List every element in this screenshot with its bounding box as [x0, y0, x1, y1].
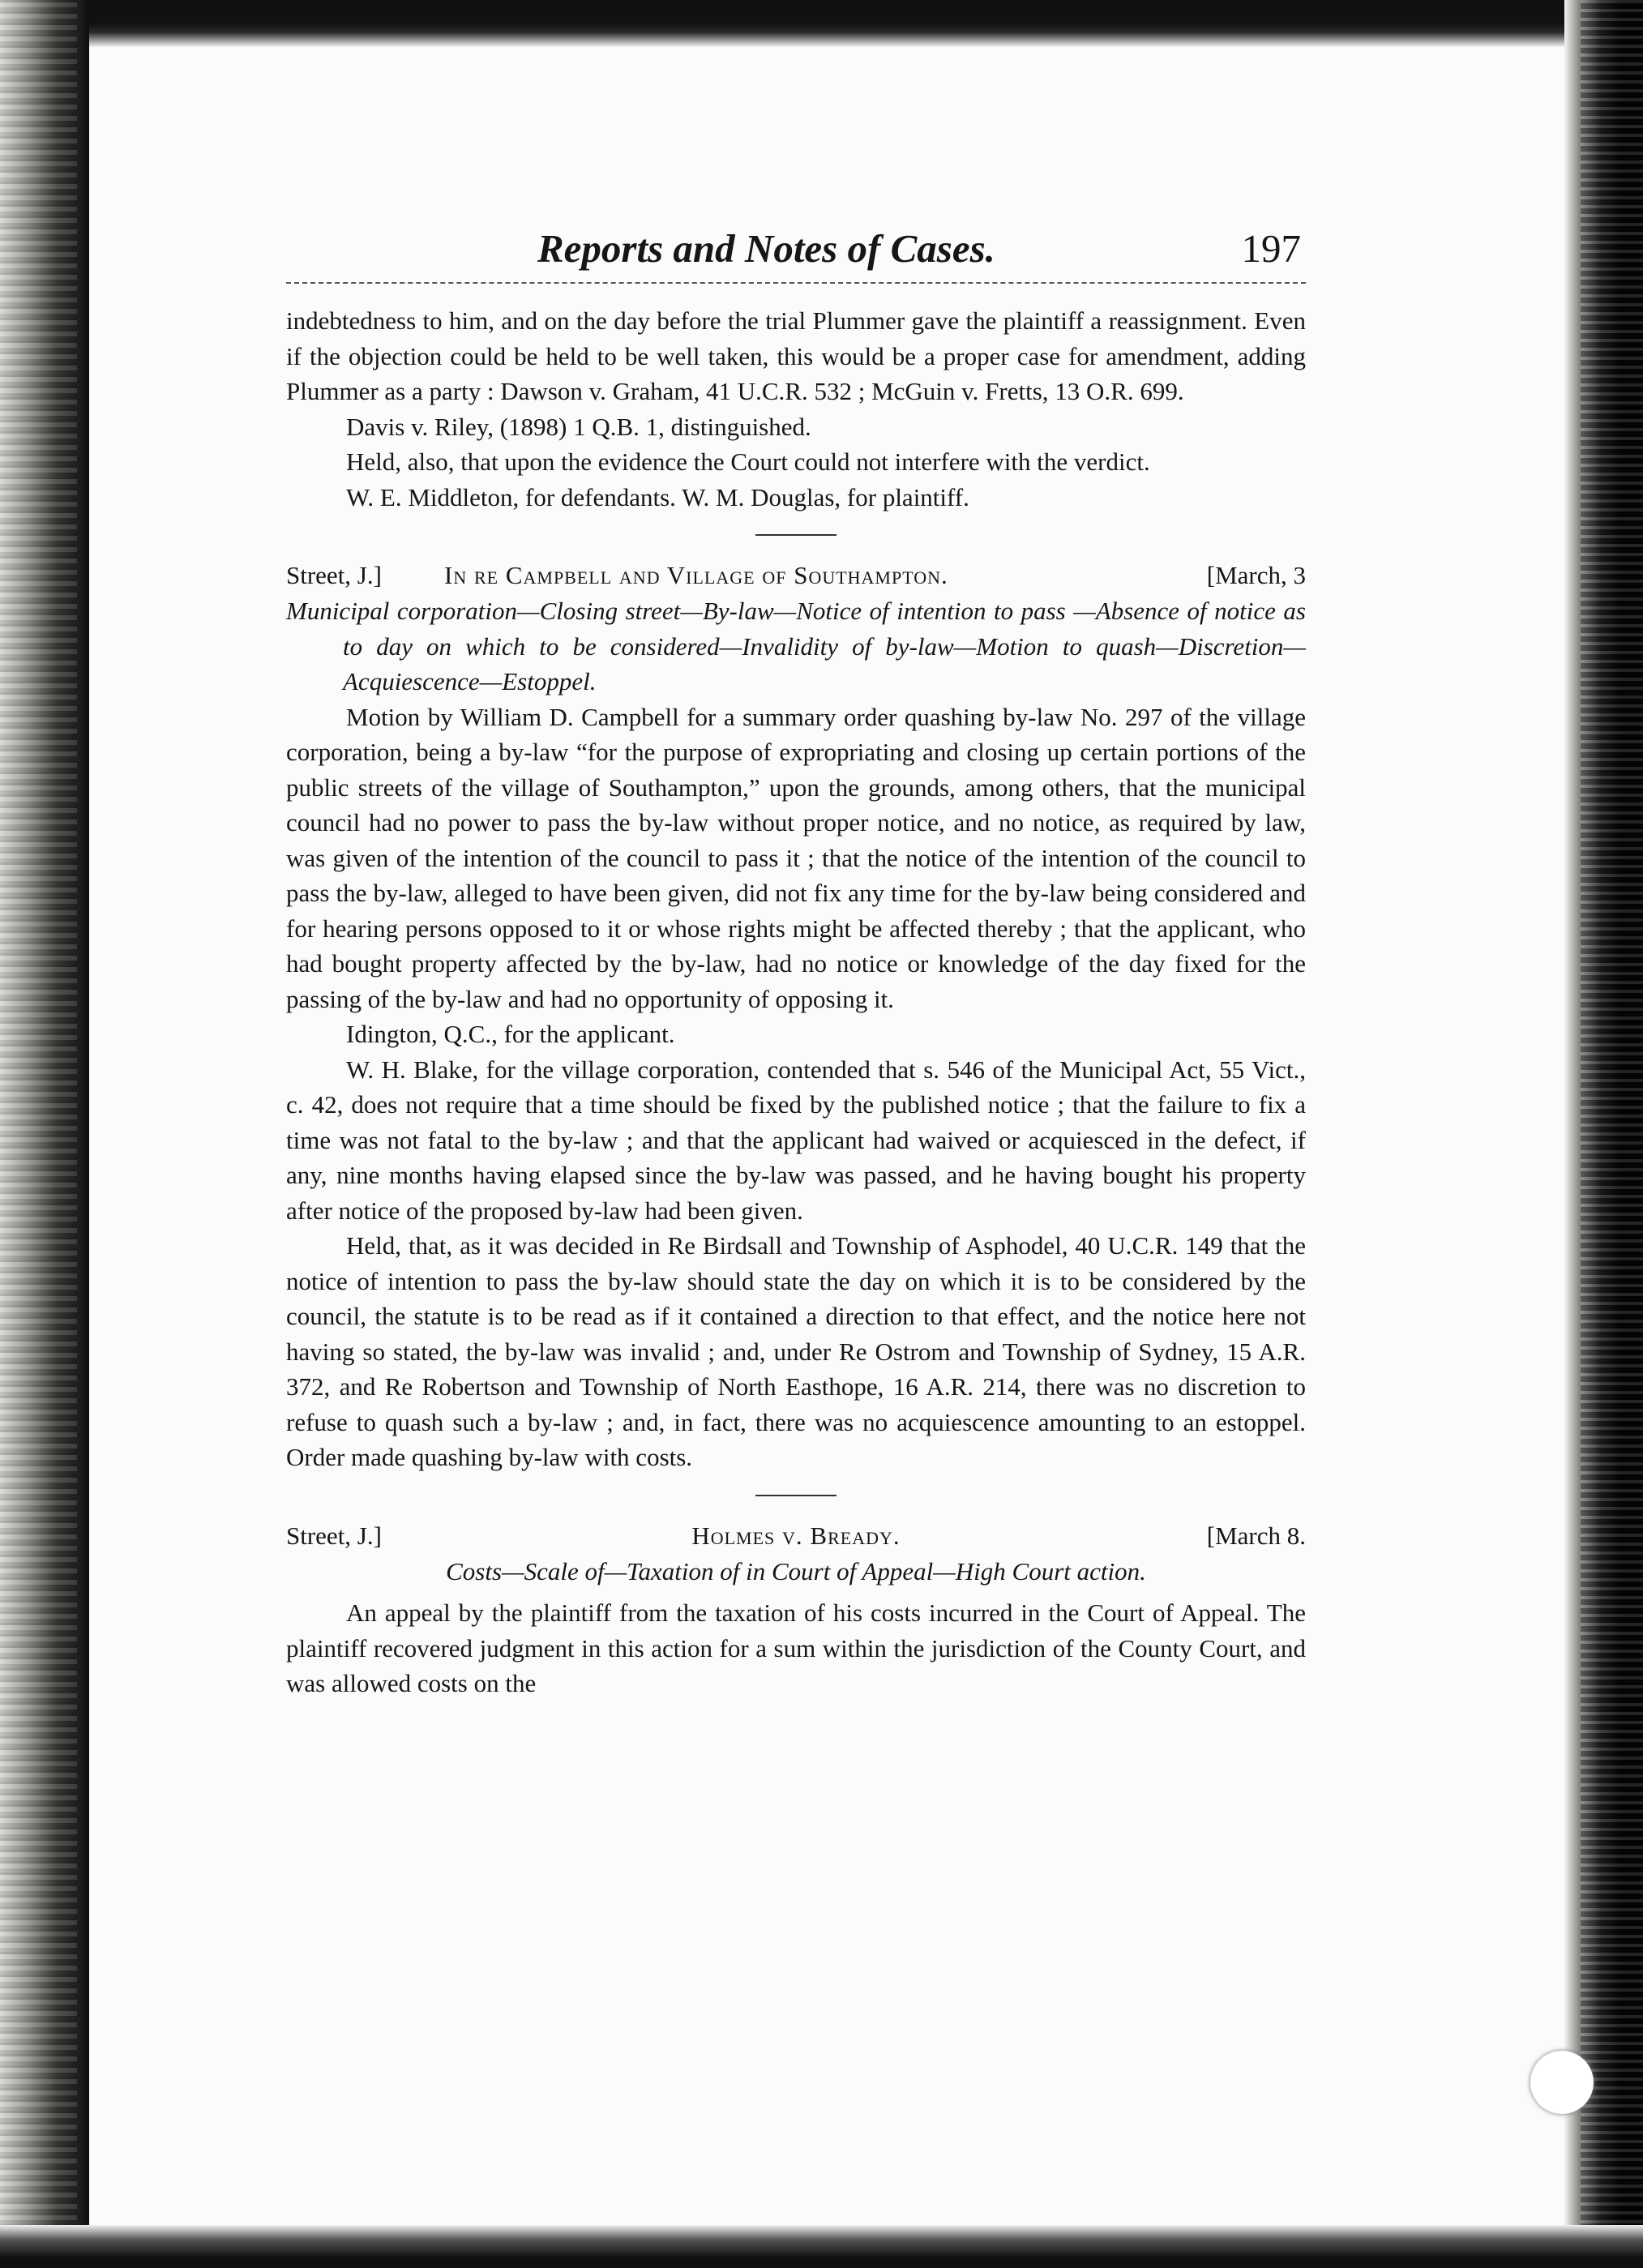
case2-paragraph-2: Idington, Q.C., for the applicant. [346, 1020, 675, 1048]
page-content [286, 219, 1306, 1701]
case-separator-2 [755, 1495, 836, 1496]
case3-header [286, 1517, 1306, 1554]
case1-paragraph-2: Davis v. Riley, (1898) 1 Q.B. 1, distinguished. [346, 412, 811, 441]
case2-paragraph-4: Held, that, as it was decided in Re Birdsall and Township of Asphodel, 40 U.C.R. 149 that the notice of intention to pass the by-law should state the day on which it is to be considered by the council, the statute is to be read as if it contained a direction to that effect, and the notice here not having so stated, the by-law was invalid ; and, under Re Ostrom and Township of Sydney, 15 A.R. 372, and Re Robertson and Township of North Easthope, 16 A.R. 214, there was no discretion to refuse to quash such a by-law ; and, in fact, there was no acquiescence amounting to an estoppel. Order made quashing by-law with costs. [286, 1231, 1306, 1471]
case1-counsel: W. E. Middleton, for defendants. W. M. Douglas, for plaintiff. [346, 482, 969, 511]
case2-header [286, 557, 1306, 593]
case2-paragraph-3: W. H. Blake, for the village corporation, contended that s. 546 of the Municipal Act, 55 Vict., c. 42, does not require that a time should be fixed by the published notice ; that the failure to fix a time was not fatal to the by-law ; and that the applicant had waived or acquiesced in the defect, if any, nine months having elapsed since the by-law was passed, and he having bought his property after notice of the proposed by-law had been given. [286, 1055, 1306, 1225]
page-number: 197 [1241, 226, 1301, 271]
scan-edge-top [0, 0, 1643, 47]
running-head [286, 219, 1306, 284]
scan-edge-right-texture [1581, 0, 1643, 2268]
case2-date: [March, 3 [1206, 561, 1306, 589]
case-separator-1 [755, 534, 836, 536]
case3-paragraph-1: An appeal by the plaintiff from the taxation of his costs incurred in the Court of Appeal. The plaintiff recovered judgment in this action for a sum within the jurisdiction of the County Court, and was allowed costs on the [286, 1598, 1306, 1697]
page-body [286, 303, 1306, 1701]
scan-edge-left-texture [0, 0, 77, 2268]
case2-paragraph-1: Motion by William D. Campbell for a summary order quashing by-law No. 297 of the village corporation, being a by-law “for the purpose of expropriating and closing up certain portions of the public streets of the village of Southampton,” upon the grounds, among others, that the municipal council had no power to pass the by-law without proper notice, and no notice, as required by law, was given of the intention of the council to pass it ; that the notice of the intention of the council to pass the by-law, alleged to have been given, did not fix any time for the by-law being considered and for hearing persons opposed to it or whose rights might be affected thereby ; that the applicant, who had bought property affected by the by-law, had no notice or knowledge of the day fixed for the passing of the by-law and had no opportunity of opposing it. [286, 702, 1306, 1013]
case1-paragraph-3: Held, also, that upon the evidence the Court could not interfere with the verdict. [346, 447, 1150, 476]
case3-judge: Street, J.] [286, 1521, 382, 1550]
case2-judge: Street, J.] [286, 561, 382, 589]
running-title: Reports and Notes of Cases. [537, 226, 995, 271]
punch-hole [1530, 2051, 1594, 2114]
case2-headnote: Municipal corporation—Closing street—By-law—Notice of intention to pass —Absence of notice as to day on which to be considered—Invalidity of by-law—Motion to quash—Discretion—Acquiescence—Estoppel. [286, 597, 1306, 695]
case3-headnote: Costs—Scale of—Taxation of in Court of Appeal—High Court action. [446, 1556, 1146, 1585]
case1-paragraph-1: indebtedness to him, and on the day before the trial Plummer gave the plaintiff a reassignment. Even if the objection could be held to be well taken, this would be a proper case for amendment, adding Plummer as a party : Dawson v. Graham, 41 U.C.R. 532 ; McGuin v. Fretts, 13 O.R. 699. [286, 306, 1306, 405]
case2-title: In re Campbell and Village of Southampton. [444, 561, 948, 589]
case3-date: [March 8. [1206, 1521, 1306, 1550]
case3-title: Holmes v. Bready. [691, 1521, 901, 1550]
scan-edge-bottom [0, 2225, 1643, 2268]
